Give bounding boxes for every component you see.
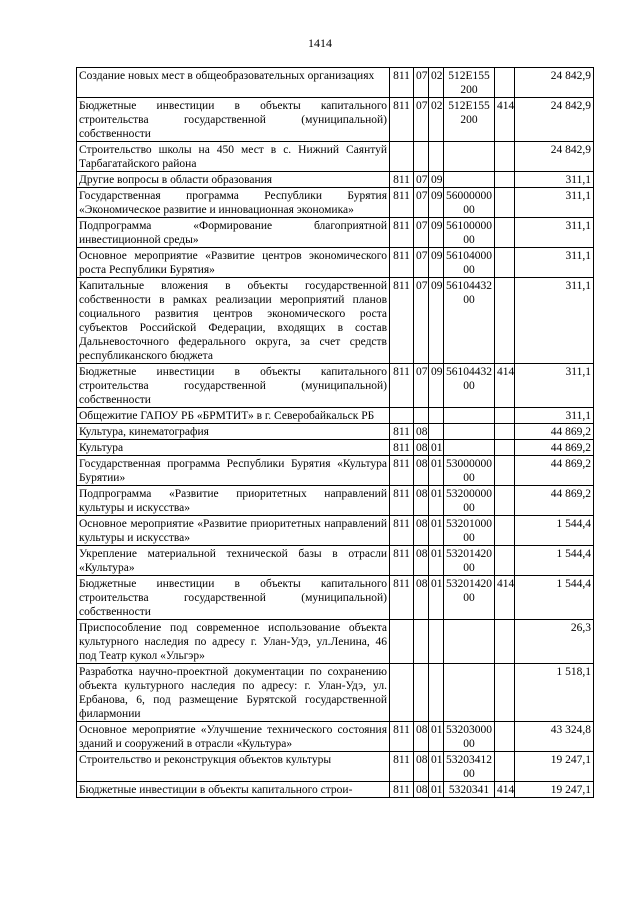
amount-cell: 311,1 — [515, 188, 594, 218]
target-article-cell: 5320000000 — [444, 486, 495, 516]
subsection-code-cell: 09 — [429, 248, 444, 278]
target-article-cell — [444, 172, 495, 188]
amount-cell: 19 247,1 — [515, 782, 594, 798]
target-article-cell — [444, 408, 495, 424]
expense-type-cell — [495, 752, 515, 782]
expense-type-cell — [495, 172, 515, 188]
target-article-cell: 5320341200 — [444, 752, 495, 782]
table-row — [77, 248, 594, 278]
ministry-code-cell: 811 — [390, 218, 414, 248]
table-row — [77, 456, 594, 486]
ministry-code-cell: 811 — [390, 722, 414, 752]
subsection-code-cell: 02 — [429, 98, 444, 142]
row-name-cell: Государственная программа Республики Бурятия «Культура Бурятии» — [77, 456, 390, 486]
section-code-cell — [414, 408, 429, 424]
table-row — [77, 440, 594, 456]
table-row — [77, 188, 594, 218]
expense-type-cell — [495, 142, 515, 172]
table-row — [77, 142, 594, 172]
table-row — [77, 408, 594, 424]
ministry-code-cell: 811 — [390, 516, 414, 546]
section-code-cell — [414, 664, 429, 722]
subsection-code-cell — [429, 664, 444, 722]
amount-cell: 311,1 — [515, 248, 594, 278]
target-article-cell — [444, 424, 495, 440]
subsection-code-cell: 01 — [429, 782, 444, 798]
amount-cell: 1 544,4 — [515, 516, 594, 546]
amount-cell: 24 842,9 — [515, 142, 594, 172]
section-code-cell: 08 — [414, 456, 429, 486]
ministry-code-cell: 811 — [390, 172, 414, 188]
ministry-code-cell: 811 — [390, 98, 414, 142]
expense-type-cell — [495, 664, 515, 722]
amount-cell: 44 869,2 — [515, 456, 594, 486]
section-code-cell: 07 — [414, 98, 429, 142]
table-row — [77, 486, 594, 516]
ministry-code-cell: 811 — [390, 188, 414, 218]
row-name-cell: Общежитие ГАПОУ РБ «БРМТИТ» в г. Северобайкальск РБ — [77, 408, 390, 424]
amount-cell: 26,3 — [515, 620, 594, 664]
row-name-cell: Бюджетные инвестиции в объекты капитального строительства государственной (муниципальной) собственности — [77, 364, 390, 408]
amount-cell: 44 869,2 — [515, 486, 594, 516]
section-code-cell: 07 — [414, 68, 429, 98]
section-code-cell: 08 — [414, 576, 429, 620]
subsection-code-cell — [429, 408, 444, 424]
row-name-cell: Разработка научно-проектной документации по сохранению объекта культурного наследия по адресу: г. Улан-Удэ, ул. Ербанова, 6, под размещение Бурятской государственной филармонии — [77, 664, 390, 722]
amount-cell: 44 869,2 — [515, 440, 594, 456]
row-name-cell: Приспособление под современное использование объекта культурного наследия по адресу г. Улан-Удэ, ул.Ленина, 46 под Театр кукол «Ульгэр» — [77, 620, 390, 664]
subsection-code-cell: 09 — [429, 278, 444, 364]
table-row — [77, 424, 594, 440]
ministry-code-cell: 811 — [390, 248, 414, 278]
table-row — [77, 664, 594, 722]
ministry-code-cell: 811 — [390, 68, 414, 98]
amount-cell: 311,1 — [515, 278, 594, 364]
section-code-cell: 08 — [414, 424, 429, 440]
section-code-cell: 07 — [414, 364, 429, 408]
target-article-cell — [444, 620, 495, 664]
expense-type-cell — [495, 218, 515, 248]
row-name-cell: Государственная программа Республики Бурятия «Экономическое развитие и инновационная экономика» — [77, 188, 390, 218]
target-article-cell: 5610443200 — [444, 278, 495, 364]
expense-type-cell: 414 — [495, 576, 515, 620]
subsection-code-cell: 01 — [429, 576, 444, 620]
expense-type-cell: 414 — [495, 364, 515, 408]
expense-type-cell — [495, 440, 515, 456]
amount-cell: 19 247,1 — [515, 752, 594, 782]
section-code-cell: 07 — [414, 248, 429, 278]
row-name-cell: Создание новых мест в общеобразовательных организациях — [77, 68, 390, 98]
amount-cell: 1 544,4 — [515, 546, 594, 576]
target-article-cell: 5320142000 — [444, 576, 495, 620]
section-code-cell — [414, 620, 429, 664]
ministry-code-cell: 811 — [390, 546, 414, 576]
amount-cell: 1 544,4 — [515, 576, 594, 620]
target-article-cell — [444, 664, 495, 722]
row-name-cell: Строительство и реконструкция объектов культуры — [77, 752, 390, 782]
table-row — [77, 278, 594, 364]
expense-type-cell — [495, 278, 515, 364]
section-code-cell — [414, 142, 429, 172]
table-row — [77, 516, 594, 546]
ministry-code-cell: 811 — [390, 576, 414, 620]
target-article-cell — [444, 142, 495, 172]
ministry-code-cell: 811 — [390, 752, 414, 782]
section-code-cell: 08 — [414, 752, 429, 782]
budget-table — [76, 67, 594, 798]
expense-type-cell — [495, 722, 515, 752]
amount-cell: 44 869,2 — [515, 424, 594, 440]
row-name-cell: Основное мероприятие «Улучшение технического состояния зданий и сооружений в отрасли «Культура» — [77, 722, 390, 752]
ministry-code-cell — [390, 408, 414, 424]
amount-cell: 24 842,9 — [515, 68, 594, 98]
table-row — [77, 722, 594, 752]
expense-type-cell — [495, 424, 515, 440]
ministry-code-cell — [390, 620, 414, 664]
expense-type-cell — [495, 546, 515, 576]
ministry-code-cell: 811 — [390, 456, 414, 486]
subsection-code-cell: 01 — [429, 516, 444, 546]
table-row — [77, 546, 594, 576]
target-article-cell: 512E155200 — [444, 68, 495, 98]
amount-cell: 1 518,1 — [515, 664, 594, 722]
amount-cell: 311,1 — [515, 408, 594, 424]
expense-type-cell — [495, 620, 515, 664]
expense-type-cell — [495, 188, 515, 218]
ministry-code-cell: 811 — [390, 782, 414, 798]
target-article-cell: 512E155200 — [444, 98, 495, 142]
section-code-cell: 08 — [414, 722, 429, 752]
target-article-cell: 5320142000 — [444, 546, 495, 576]
table-row — [77, 364, 594, 408]
section-code-cell: 08 — [414, 782, 429, 798]
budget-table-body — [77, 68, 594, 798]
expense-type-cell — [495, 248, 515, 278]
row-name-cell: Бюджетные инвестиции в объекты капитального строительства государственной (муниципальной) собственности — [77, 576, 390, 620]
row-name-cell: Основное мероприятие «Развитие центров экономического роста Республики Бурятия» — [77, 248, 390, 278]
table-row — [77, 620, 594, 664]
subsection-code-cell — [429, 424, 444, 440]
section-code-cell: 08 — [414, 546, 429, 576]
subsection-code-cell — [429, 142, 444, 172]
table-row — [77, 98, 594, 142]
section-code-cell: 07 — [414, 278, 429, 364]
target-article-cell: 5320100000 — [444, 516, 495, 546]
section-code-cell: 08 — [414, 486, 429, 516]
subsection-code-cell: 01 — [429, 440, 444, 456]
row-name-cell: Культура, кинематография — [77, 424, 390, 440]
target-article-cell — [444, 440, 495, 456]
subsection-code-cell: 09 — [429, 218, 444, 248]
subsection-code-cell: 01 — [429, 486, 444, 516]
table-row — [77, 68, 594, 98]
ministry-code-cell: 811 — [390, 364, 414, 408]
section-code-cell: 07 — [414, 218, 429, 248]
amount-cell: 24 842,9 — [515, 98, 594, 142]
section-code-cell: 08 — [414, 516, 429, 546]
target-article-cell: 5600000000 — [444, 188, 495, 218]
expense-type-cell: 414 — [495, 782, 515, 798]
row-name-cell: Подпрограмма «Формирование благоприятной инвестиционной среды» — [77, 218, 390, 248]
subsection-code-cell: 01 — [429, 752, 444, 782]
row-name-cell: Капитальные вложения в объекты государственной собственности в рамках реализации мероприятий планов социального развития центров экономического роста субъектов Российской Федерации, входящих в состав Дальневосточного федерального округа, за счет средств республиканского бюджета — [77, 278, 390, 364]
target-article-cell: 5320341 — [444, 782, 495, 798]
expense-type-cell: 414 — [495, 98, 515, 142]
table-row — [77, 752, 594, 782]
amount-cell: 43 324,8 — [515, 722, 594, 752]
subsection-code-cell — [429, 620, 444, 664]
ministry-code-cell — [390, 664, 414, 722]
target-article-cell: 5320300000 — [444, 722, 495, 752]
row-name-cell: Строительство школы на 450 мест в с. Нижний Саянтуй Тарбагатайского района — [77, 142, 390, 172]
subsection-code-cell: 01 — [429, 546, 444, 576]
ministry-code-cell: 811 — [390, 424, 414, 440]
subsection-code-cell: 09 — [429, 172, 444, 188]
expense-type-cell — [495, 486, 515, 516]
section-code-cell: 07 — [414, 172, 429, 188]
expense-type-cell — [495, 456, 515, 486]
subsection-code-cell: 09 — [429, 364, 444, 408]
row-name-cell: Основное мероприятие «Развитие приоритетных направлений культуры и искусства» — [77, 516, 390, 546]
expense-type-cell — [495, 408, 515, 424]
subsection-code-cell: 09 — [429, 188, 444, 218]
target-article-cell: 5300000000 — [444, 456, 495, 486]
subsection-code-cell: 01 — [429, 456, 444, 486]
amount-cell: 311,1 — [515, 218, 594, 248]
amount-cell: 311,1 — [515, 364, 594, 408]
ministry-code-cell — [390, 142, 414, 172]
target-article-cell: 5610443200 — [444, 364, 495, 408]
table-row — [77, 218, 594, 248]
section-code-cell: 07 — [414, 188, 429, 218]
row-name-cell: Другие вопросы в области образования — [77, 172, 390, 188]
page-number: 1414 — [308, 36, 332, 50]
ministry-code-cell: 811 — [390, 440, 414, 456]
row-name-cell: Культура — [77, 440, 390, 456]
ministry-code-cell: 811 — [390, 486, 414, 516]
row-name-cell: Бюджетные инвестиции в объекты капитального строи- — [77, 782, 390, 798]
table-row — [77, 172, 594, 188]
table-row — [77, 782, 594, 798]
subsection-code-cell: 01 — [429, 722, 444, 752]
amount-cell: 311,1 — [515, 172, 594, 188]
subsection-code-cell: 02 — [429, 68, 444, 98]
expense-type-cell — [495, 68, 515, 98]
section-code-cell: 08 — [414, 440, 429, 456]
ministry-code-cell: 811 — [390, 278, 414, 364]
row-name-cell: Укрепление материальной технической базы в отрасли «Культура» — [77, 546, 390, 576]
row-name-cell: Подпрограмма «Развитие приоритетных направлений культуры и искусства» — [77, 486, 390, 516]
expense-type-cell — [495, 516, 515, 546]
target-article-cell: 5610400000 — [444, 248, 495, 278]
table-row — [77, 576, 594, 620]
target-article-cell: 5610000000 — [444, 218, 495, 248]
row-name-cell: Бюджетные инвестиции в объекты капитального строительства государственной (муниципальной) собственности — [77, 98, 390, 142]
